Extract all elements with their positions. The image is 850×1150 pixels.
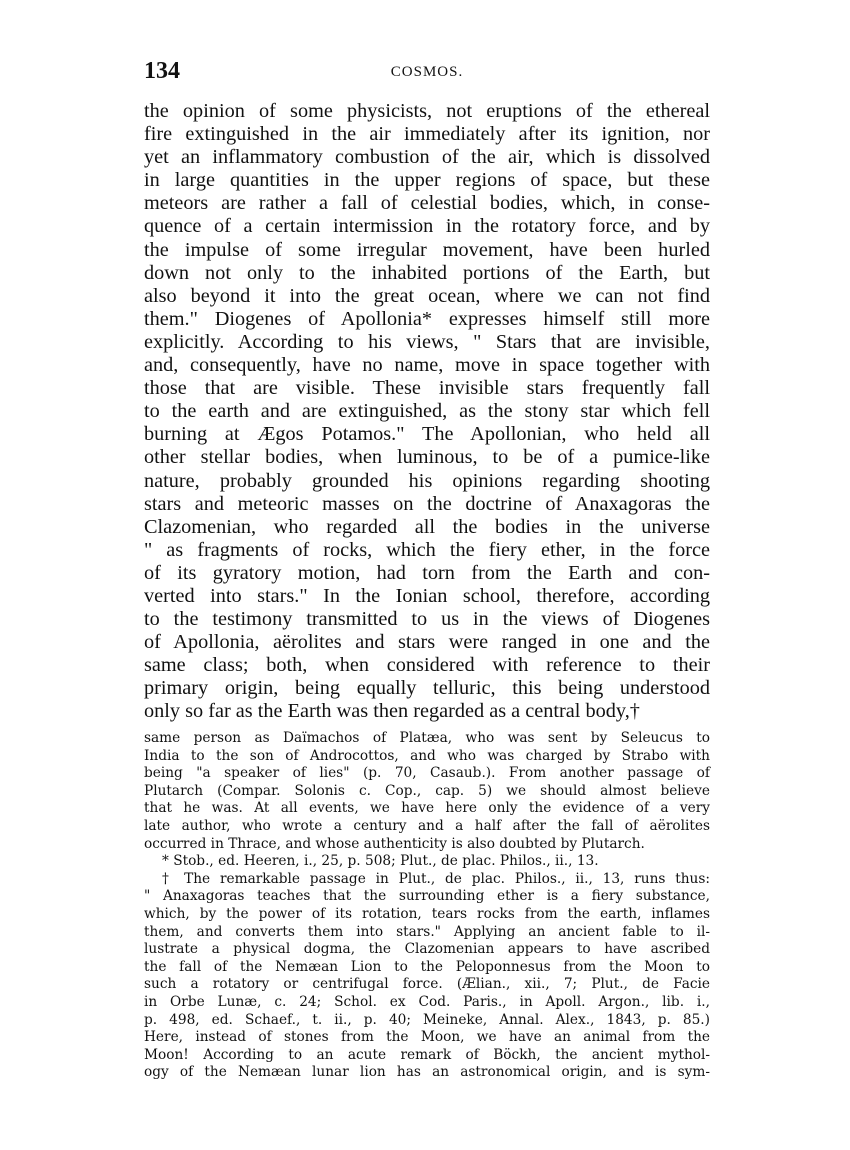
- footnote-line: p. 498, ed. Schaef., t. ii., p. 40; Meineke, Annal. Alex., 1843, p. 85.): [144, 1011, 710, 1028]
- body-line: burning at Ægos Potamos." The Apollonian, who held all: [144, 423, 710, 446]
- body-line: fire extinguished in the air immediately after its ignition, nor: [144, 123, 710, 146]
- body-line: only so far as the Earth was then regarded as a central body,†: [144, 700, 640, 723]
- body-line: and, consequently, have no name, move in space together with: [144, 354, 710, 377]
- body-line: down not only to the inhabited portions of the Earth, but: [144, 261, 710, 284]
- footnote-line: * Stob., ed. Heeren, i., 25, p. 508; Plut., de plac. Philos., ii., 13.: [162, 853, 599, 870]
- footnotes: [144, 730, 710, 1082]
- body-line: in large quantities in the upper regions of space, but these: [144, 169, 710, 192]
- body-line: stars and meteoric masses on the doctrine of Anaxagoras the: [144, 492, 710, 515]
- body-line: other stellar bodies, when luminous, to be of a pumice-like: [144, 446, 710, 469]
- footnote-line: in Orbe Lunæ, c. 24; Schol. ex Cod. Paris., in Apoll. Argon., lib. i.,: [144, 993, 710, 1010]
- body-line: of its gyratory motion, had torn from the Earth and con-: [144, 561, 710, 584]
- footnote-line: which, by the power of its rotation, tears rocks from the earth, inflames: [144, 905, 710, 922]
- footnote-line: Plutarch (Compar. Solonis c. Cop., cap. 5) we should almost believe: [144, 782, 710, 799]
- body-line: to the earth and are extinguished, as the stony star which fell: [144, 400, 710, 423]
- body-line: yet an inflammatory combustion of the air, which is dissolved: [144, 146, 710, 169]
- footnote-line: Here, instead of stones from the Moon, we have an animal from the: [144, 1029, 710, 1046]
- footnote-line: same person as Daïmachos of Platæa, who was sent by Seleucus to: [144, 730, 710, 746]
- main-text: [144, 100, 710, 724]
- footnote-line: occurred in Thrace, and whose authenticity is also doubted by Plutarch.: [144, 835, 645, 852]
- footnote-line: such a rotatory or centrifugal force. (Ælian., xii., 7; Plut., de Facie: [144, 976, 710, 993]
- footnote-line: the fall of the Nemæan Lion to the Peloponnesus from the Moon to: [144, 958, 710, 975]
- footnote-line: ogy of the Nemæan lunar lion has an astronomical origin, and is sym-: [144, 1064, 710, 1081]
- footnote-line: " Anaxagoras teaches that the surrounding ether is a fiery substance,: [144, 888, 710, 905]
- body-line: the opinion of some physicists, not eruptions of the ethereal: [144, 100, 710, 122]
- running-head: COSMOS.: [390, 64, 464, 80]
- body-line: meteors are rather a fall of celestial bodies, which, in conse-: [144, 192, 710, 215]
- footnote-line: India to the son of Androcottos, and who was charged by Strabo with: [144, 747, 710, 764]
- page-number: 134: [144, 58, 180, 84]
- footnote-line: them, and converts them into stars." Applying an ancient fable to il-: [144, 923, 710, 940]
- footnote-line: Moon! According to an acute remark of Böckh, the ancient mythol-: [144, 1046, 710, 1063]
- footnote-line: lustrate a physical dogma, the Clazomenian appears to have ascribed: [144, 941, 710, 958]
- body-line: explicitly. According to his views, " Stars that are invisible,: [144, 330, 710, 353]
- footnote-line: being "a speaker of lies" (p. 70, Casaub.). From another passage of: [144, 765, 710, 782]
- body-line: verted into stars." In the Ionian school, therefore, according: [144, 584, 710, 607]
- footnote-line: late author, who wrote a century and a half after the fall of aërolites: [144, 817, 710, 834]
- body-line: them." Diogenes of Apollonia* expresses himself still more: [144, 307, 710, 330]
- body-line: quence of a certain intermission in the rotatory force, and by: [144, 215, 710, 238]
- body-line: also beyond it into the great ocean, where we can not find: [144, 284, 710, 307]
- body-line: the impulse of some irregular movement, have been hurled: [144, 238, 710, 261]
- body-line: those that are visible. These invisible stars frequently fall: [144, 377, 710, 400]
- body-line: to the testimony transmitted to us in the views of Diogenes: [144, 608, 710, 631]
- footnote-line: † The remarkable passage in Plut., de plac. Philos., ii., 13, runs thus:: [162, 870, 710, 887]
- footnote-line: that he was. At all events, we have here only the evidence of a very: [144, 800, 710, 817]
- body-line: of Apollonia, aërolites and stars were ranged in one and the: [144, 631, 710, 654]
- body-line: Clazomenian, who regarded all the bodies in the universe: [144, 515, 710, 538]
- body-line: primary origin, being equally telluric, this being understood: [144, 677, 710, 700]
- page-header: [144, 58, 710, 86]
- body-line: nature, probably grounded his opinions regarding shooting: [144, 469, 710, 492]
- body-line: " as fragments of rocks, which the fiery ether, in the force: [144, 538, 710, 561]
- body-line: same class; both, when considered with reference to their: [144, 654, 710, 677]
